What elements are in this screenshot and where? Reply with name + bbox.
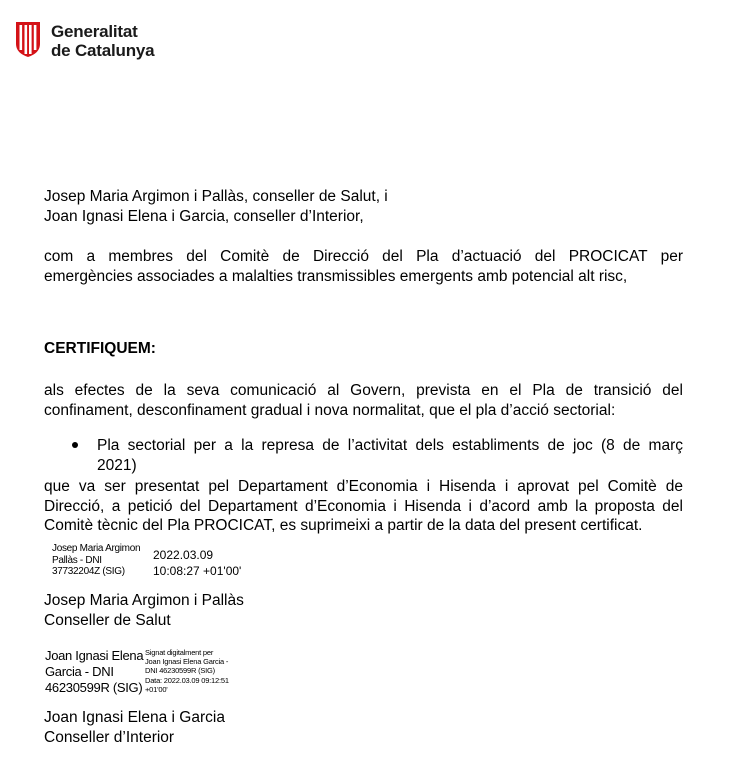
signatories-line-1: Josep Maria Argimon i Pallàs, conseller de Salut, i: [44, 188, 388, 205]
signer-1-name: Josep Maria Argimon i Pallàs: [44, 592, 244, 609]
conclusion-line-1: que va ser presentat pel Departament d’Economia i Hisenda i aprovat pel Comitè de: [44, 478, 683, 495]
signature-1-name-line-2: Pallàs - DNI: [52, 554, 102, 566]
signature-1-name: [52, 543, 152, 578]
bullet-icon: [72, 442, 78, 448]
signature-2-note: [145, 648, 229, 694]
bullet-item: [97, 436, 683, 475]
intro-line-2: emergències associades a malalties transmissibles emergents amb potencial alt risc,: [44, 267, 628, 285]
signer-1-title: Conseller de Salut: [44, 611, 171, 629]
body-line-1: als efectes de la seva comunicació al Govern, prevista en el Pla de transició del: [44, 382, 683, 399]
signature-2-note-line-5: +01'00': [145, 684, 168, 694]
signature-2-note-line-3: DNI 46230599R (SIG): [145, 666, 215, 676]
signature-2-name-line-2: Garcia - DNI: [45, 664, 114, 679]
signature-1-name-line-1: Josep Maria Argimon: [52, 543, 141, 554]
certify-heading: CERTIFIQUEM:: [44, 340, 156, 357]
signature-2-name-line-1: Joan Ignasi Elena: [45, 648, 144, 663]
signature-1-date: [153, 547, 241, 579]
conclusion-line-3: Comitè tècnic del Pla PROCICAT, es suprimeixi a partir de la data del present certificat.: [44, 517, 643, 534]
signature-2-note-line-1: Signat digitalment per: [145, 648, 214, 657]
signatories-line-2: Joan Ignasi Elena i Garcia, conseller d’Interior,: [44, 207, 364, 225]
conclusion-line-2: Direcció, a petició del Departament d’Economia i Hisenda i d’acord amb la proposta del: [44, 497, 683, 515]
signature-2-name: [45, 648, 143, 696]
signature-1-name-line-3: 37732204Z (SIG): [52, 566, 125, 577]
senyera-icon: [13, 20, 43, 58]
logo-line-2: de Catalunya: [51, 41, 155, 60]
signer-2-title: Conseller d’Interior: [44, 728, 175, 746]
signer-2-name: Joan Ignasi Elena i Garcia: [44, 709, 225, 726]
logo-line-1: Generalitat: [51, 22, 138, 41]
signatories-paragraph: [44, 187, 683, 226]
signature-1-date-line-2: 10:08:27 +01'00': [153, 564, 242, 578]
bullet-line-2: 2021): [97, 456, 137, 474]
intro-line-1: com a membres del Comitè de Direcció del Pla d’actuació del PROCICAT per: [44, 248, 683, 265]
signer-2-block: [44, 708, 683, 747]
bullet-line-1: Pla sectorial per a la represa de l’activitat dels establiments de joc (8 de març: [97, 437, 683, 454]
signature-2-note-line-2: Joan Ignasi Elena Garcia -: [145, 657, 229, 667]
signature-2-note-line-4: Data: 2022.03.09 09:12:51: [145, 675, 229, 685]
signature-1-date-line-1: 2022.03.09: [153, 548, 214, 562]
intro-paragraph: [44, 247, 683, 286]
conclusion-paragraph: [44, 477, 683, 536]
logo-text: [51, 22, 154, 60]
body-paragraph: [44, 381, 683, 420]
signature-2-name-line-3: 46230599R (SIG): [45, 680, 143, 695]
signer-1-block: [44, 591, 683, 630]
body-line-2: confinament, desconfinament gradual i nova normalitat, que el pla d’acció sectorial:: [44, 401, 616, 419]
